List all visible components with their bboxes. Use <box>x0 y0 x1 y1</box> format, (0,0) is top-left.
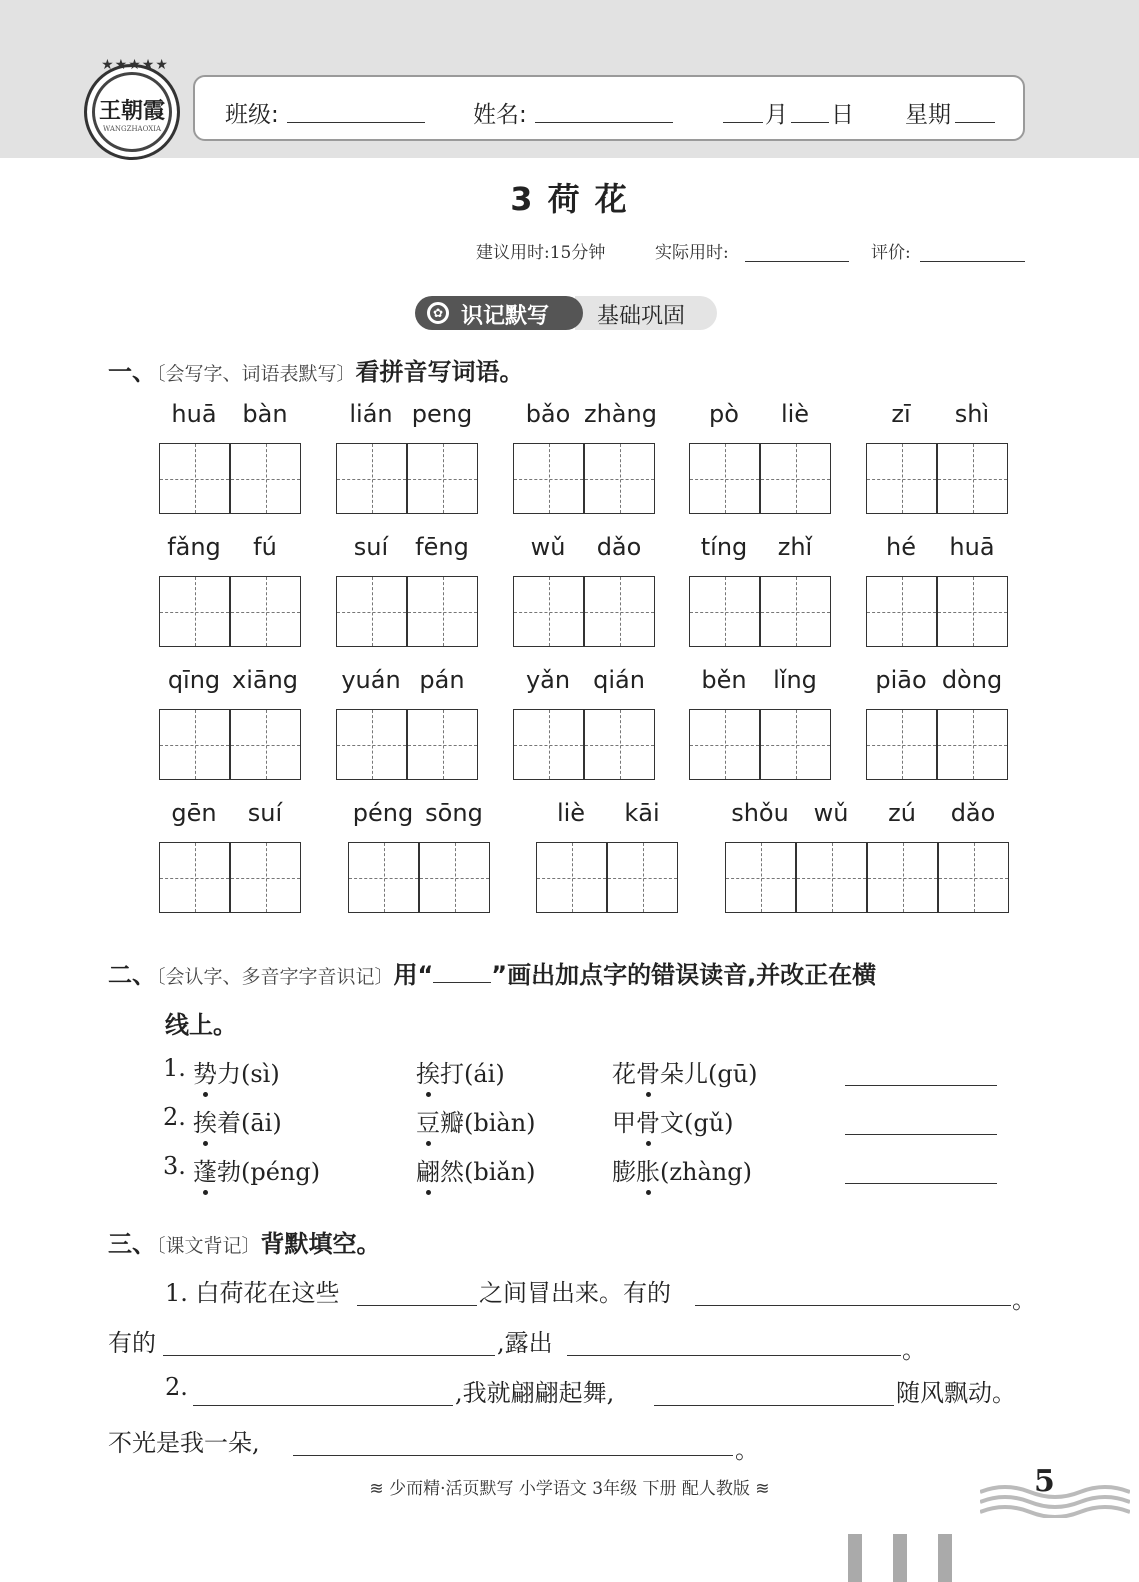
recite-3b: ,我就翩翩起舞, <box>455 1379 615 1407</box>
question-2-tag: 〔会认字、多音字字音识记〕 <box>156 966 394 988</box>
week-field[interactable] <box>955 122 995 123</box>
question-3-text: 背默填空。 <box>260 1230 381 1258</box>
reading-text: 力(sì) <box>217 1060 280 1088</box>
word-reading <box>416 1103 536 1138</box>
writing-cell[interactable] <box>866 443 937 514</box>
word-reading <box>416 1152 536 1187</box>
writing-cell[interactable] <box>866 576 937 647</box>
question-2-text-b: ”画出加点字的错误读音,并改正在横 <box>491 961 877 989</box>
reading-text: (péng) <box>241 1158 321 1186</box>
recite-blank-7[interactable] <box>293 1455 733 1456</box>
pinyin-syllable: suí <box>353 533 389 561</box>
question-1-heading <box>108 352 524 387</box>
question-3-tag: 〔课文背记〕 <box>156 1235 261 1257</box>
reading-text: 膨 <box>612 1158 636 1186</box>
item-number: 2. <box>163 1103 186 1131</box>
writing-cell[interactable] <box>689 443 760 514</box>
writing-cell[interactable] <box>419 842 490 913</box>
pinyin-syllable: qīng <box>167 666 221 694</box>
writing-cell[interactable] <box>407 709 478 780</box>
actual-time-label: 实际用时: <box>655 243 729 263</box>
pinyin-syllable: zú <box>888 799 916 827</box>
writing-cell[interactable] <box>796 842 867 913</box>
pinyin-syllable: gēn <box>171 799 217 827</box>
pinyin-syllable: shì <box>954 400 990 428</box>
word-reading <box>193 1103 282 1138</box>
question-3-heading <box>108 1224 381 1259</box>
pinyin-syllable: sōng <box>425 799 483 827</box>
writing-cell[interactable] <box>937 443 1008 514</box>
question-2-text-a: 用“ <box>393 961 434 989</box>
recite-4b: 。 <box>735 1436 759 1464</box>
section-badge-right-text: 基础巩固 <box>597 304 686 329</box>
pinyin-syllable: fǎng <box>167 533 221 561</box>
pinyin-syllable: yǎn <box>525 666 571 694</box>
pinyin-syllable: peng <box>411 400 473 428</box>
recite-blank-1[interactable] <box>357 1305 477 1306</box>
dotted-character: 挨 <box>416 1054 440 1089</box>
dotted-character: 胀 <box>636 1152 660 1187</box>
footer: ≋ 少而精·活页默写 小学语文 3年级 下册 配人教版 ≋ <box>369 1479 770 1499</box>
pinyin-syllable: huā <box>171 400 217 428</box>
pinyin-syllable: bǎo <box>525 400 571 428</box>
reading-text: 打(ái) <box>440 1060 505 1088</box>
pinyin-syllable: péng <box>352 799 414 827</box>
week-label: 星期 <box>905 102 951 128</box>
pinyin-syllable: bàn <box>242 400 288 428</box>
pinyin-syllable: lián <box>349 400 393 428</box>
page-number: 5 <box>1034 1464 1055 1499</box>
writing-cell[interactable] <box>584 576 655 647</box>
name-field[interactable] <box>535 122 673 123</box>
pinyin-syllable: pán <box>419 666 465 694</box>
reading-text: 着(āi) <box>217 1109 282 1137</box>
recite-blank-5[interactable] <box>193 1405 453 1406</box>
dotted-character: 翩 <box>416 1152 440 1187</box>
class-field[interactable] <box>287 122 425 123</box>
writing-cell[interactable] <box>159 576 230 647</box>
edge-bar <box>848 1534 862 1582</box>
month-field[interactable] <box>723 122 763 123</box>
reading-text: 然(biǎn) <box>440 1158 536 1186</box>
writing-cell[interactable] <box>336 709 407 780</box>
question-1-text: 看拼音写词语。 <box>355 358 524 386</box>
question-1-tag: 〔会写字、词语表默写〕 <box>156 363 356 385</box>
writing-cell[interactable] <box>938 842 1009 913</box>
writing-cell[interactable] <box>584 709 655 780</box>
actual-time-field[interactable] <box>745 261 849 262</box>
writing-cell[interactable] <box>760 443 831 514</box>
writing-cell[interactable] <box>407 576 478 647</box>
pinyin-syllable: wǔ <box>530 533 566 561</box>
word-reading <box>193 1054 280 1089</box>
question-2-number: 二、 <box>108 961 156 989</box>
pinyin-syllable: wǔ <box>813 799 849 827</box>
writing-cell[interactable] <box>536 842 607 913</box>
pinyin-syllable: huā <box>949 533 995 561</box>
recite-1b: 之间冒出来。有的 <box>479 1279 671 1307</box>
edge-bar <box>938 1534 952 1582</box>
pinyin-syllable: fēng <box>415 533 469 561</box>
dotted-character: 豆 <box>416 1103 440 1138</box>
question-1-number: 一、 <box>108 358 156 386</box>
question-2-heading-cont: 线上。 <box>165 1011 237 1039</box>
student-info-box <box>193 75 1025 141</box>
day-label: 日 <box>831 102 854 128</box>
stars-icon: ★★★★★ <box>101 57 169 73</box>
writing-cell[interactable] <box>760 576 831 647</box>
writing-cell[interactable] <box>159 842 230 913</box>
writing-cell[interactable] <box>513 443 584 514</box>
dotted-character: 骨 <box>636 1103 660 1138</box>
writing-cell[interactable] <box>584 443 655 514</box>
pinyin-syllable: qián <box>593 666 645 694</box>
pinyin-syllable: dòng <box>941 666 1003 694</box>
pinyin-syllable: dǎo <box>950 799 996 827</box>
pinyin-syllable: piāo <box>875 666 927 694</box>
section-badge-left <box>415 296 583 330</box>
recite-2a: 有的 <box>108 1329 156 1357</box>
writing-cell[interactable] <box>937 709 1008 780</box>
writing-cell[interactable] <box>689 709 760 780</box>
lesson-title: 3 荷 花 <box>510 180 629 218</box>
class-label: 班级: <box>225 102 279 128</box>
writing-cell[interactable] <box>230 842 301 913</box>
item-number: 1. <box>163 1054 186 1082</box>
writing-cell[interactable] <box>607 842 678 913</box>
edge-bar <box>893 1534 907 1582</box>
recite-blank-6[interactable] <box>654 1405 894 1406</box>
logo-sub: WANGZHAOXIA <box>102 125 162 133</box>
writing-cell[interactable] <box>937 576 1008 647</box>
writing-cell[interactable] <box>348 842 419 913</box>
recite-2c: 。 <box>902 1336 926 1364</box>
writing-cell[interactable] <box>867 842 938 913</box>
word-reading <box>612 1103 734 1138</box>
section-badge-right <box>575 296 717 330</box>
writing-cell[interactable] <box>513 709 584 780</box>
recite-blank-2[interactable] <box>695 1305 1011 1306</box>
writing-cell[interactable] <box>689 576 760 647</box>
rating-label: 评价: <box>871 243 911 263</box>
name-label: 姓名: <box>473 102 527 128</box>
recite-1a: 1. 白荷花在这些 <box>165 1279 340 1307</box>
wave-decoration <box>980 1482 1130 1518</box>
suggested-time: 建议用时:15分钟 <box>476 243 606 263</box>
word-reading <box>612 1152 752 1187</box>
publisher-logo <box>84 57 180 160</box>
medal-icon: ✿ <box>427 302 449 324</box>
word-reading <box>612 1054 758 1089</box>
reading-text: 花 <box>612 1060 636 1088</box>
pinyin-syllable: suí <box>247 799 283 827</box>
writing-cell[interactable] <box>866 709 937 780</box>
recite-blank-4[interactable] <box>567 1355 901 1356</box>
writing-cell[interactable] <box>725 842 796 913</box>
pinyin-syllable: fú <box>253 533 277 561</box>
writing-cell[interactable] <box>159 709 230 780</box>
writing-cell[interactable] <box>230 576 301 647</box>
underline-sample <box>433 979 491 983</box>
pinyin-syllable: dǎo <box>596 533 642 561</box>
dotted-character: 骨 <box>636 1054 660 1089</box>
writing-cell[interactable] <box>230 443 301 514</box>
question-2-heading <box>108 955 876 990</box>
answer-line[interactable] <box>845 1134 997 1135</box>
writing-cell[interactable] <box>336 576 407 647</box>
pinyin-syllable: zī <box>891 400 911 428</box>
pinyin-syllable: zhàng <box>584 400 657 428</box>
writing-cell[interactable] <box>230 709 301 780</box>
pinyin-syllable: liè <box>780 400 810 428</box>
section-badge-left-text: 识记默写 <box>461 304 550 329</box>
recite-blank-3[interactable] <box>163 1355 495 1356</box>
recite-4a: 不光是我一朵, <box>108 1429 260 1457</box>
dotted-character: 蓬 <box>193 1152 217 1187</box>
recite-3c: 随风飘动。 <box>896 1379 1016 1407</box>
rating-field[interactable] <box>920 261 1025 262</box>
writing-cell[interactable] <box>513 576 584 647</box>
reading-text: 瓣 <box>440 1109 464 1137</box>
recite-2b: ,露出 <box>497 1329 553 1357</box>
reading-text: 文(gǔ) <box>660 1109 734 1137</box>
writing-cell[interactable] <box>336 443 407 514</box>
reading-text: 朵儿(gū) <box>660 1060 758 1088</box>
pinyin-syllable: liè <box>556 799 586 827</box>
reading-text: 勃 <box>217 1158 241 1186</box>
recite-1c: 。 <box>1012 1286 1036 1314</box>
question-3-number: 三、 <box>108 1230 156 1258</box>
answer-line[interactable] <box>845 1183 997 1184</box>
word-reading <box>416 1054 505 1089</box>
dotted-character: 挨 <box>193 1103 217 1138</box>
pinyin-syllable: běn <box>701 666 747 694</box>
reading-text: 甲 <box>612 1109 636 1137</box>
pinyin-syllable: pò <box>709 400 739 428</box>
word-reading <box>193 1152 320 1187</box>
day-field[interactable] <box>791 122 829 123</box>
dotted-character: 势 <box>193 1054 217 1089</box>
answer-line[interactable] <box>845 1085 997 1086</box>
reading-text: (biàn) <box>464 1109 536 1137</box>
writing-cell[interactable] <box>159 443 230 514</box>
pinyin-syllable: zhǐ <box>777 533 813 561</box>
logo-brand: 王朝霞 <box>98 98 165 124</box>
pinyin-syllable: yuán <box>341 666 401 694</box>
recite-3a: 2. <box>165 1373 188 1401</box>
pinyin-syllable: lǐng <box>773 666 817 694</box>
pinyin-syllable: hé <box>886 533 916 561</box>
item-number: 3. <box>163 1152 186 1180</box>
reading-text: (zhàng) <box>660 1158 752 1186</box>
writing-cell[interactable] <box>760 709 831 780</box>
pinyin-syllable: kāi <box>624 799 660 827</box>
pinyin-syllable: tíng <box>700 533 748 561</box>
pinyin-syllable: xiāng <box>231 666 299 694</box>
month-label: 月 <box>765 102 788 128</box>
pinyin-syllable: shǒu <box>731 799 789 827</box>
writing-cell[interactable] <box>407 443 478 514</box>
